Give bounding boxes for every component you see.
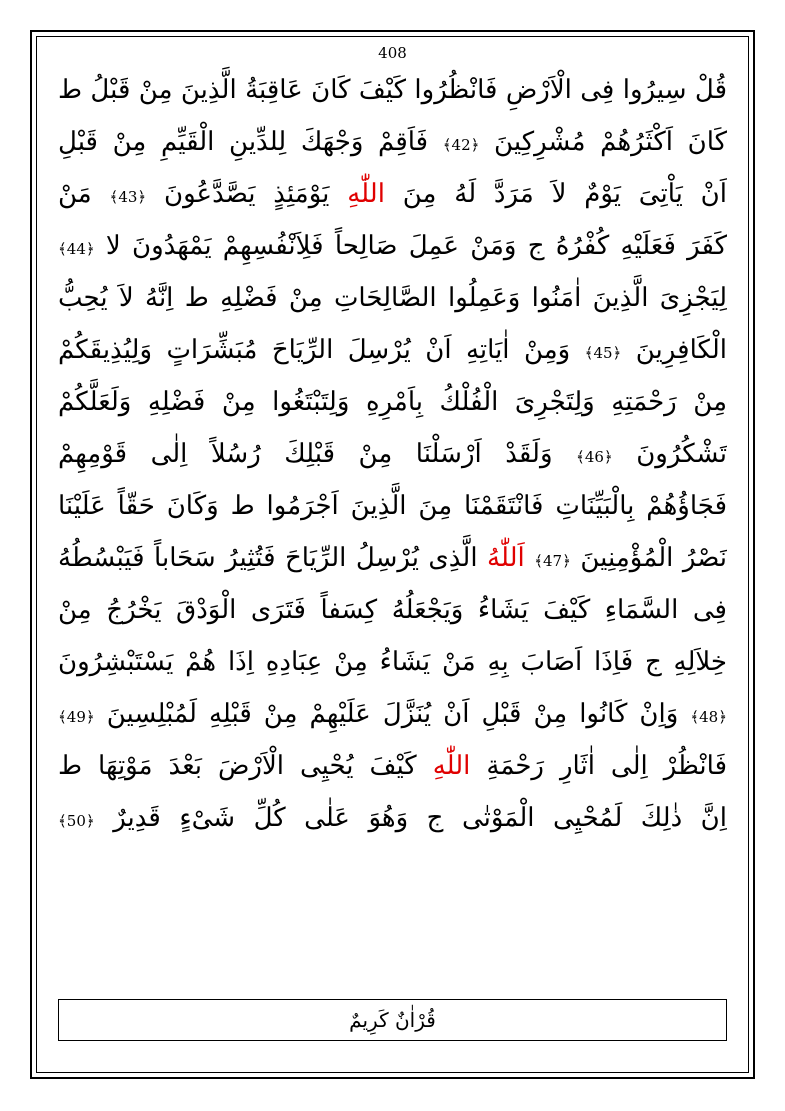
footer-title: قُرْاٰنٌ كَرِيمٌ xyxy=(349,1008,436,1032)
divine-name: اَللّٰهُ xyxy=(487,543,525,573)
verse-number: ﴿45﴾ xyxy=(584,344,622,362)
text-segment: الَّذِى يُرْسِلُ الرِّيَاحَ فَتُثِيرُ سَحَاباً فَيَبْسُطُهُ xyxy=(58,543,488,573)
verse-number: ﴿42﴾ xyxy=(442,136,480,154)
text-line xyxy=(58,740,727,792)
text-body xyxy=(58,64,727,844)
text-segment: فِى السَّمَاءِ كَيْفَ يَشَاءُ وَيَجْعَلُهُ كِسَفاً فَتَرَى الْوَدْقَ يَخْرُجُ مِنْ xyxy=(58,595,727,625)
text-segment: كَفَرَ فَعَلَيْهِ كُفْرُهُ ج وَمَنْ عَمِلَ صَالِحاً فَلِاَنْفُسِهِمْ يَمْهَدُونَ لا xyxy=(94,231,727,261)
text-line xyxy=(58,272,727,324)
text-segment: لِيَجْزِىَ الَّذِينَ اٰمَنُوا وَعَمِلُوا الصَّالِحَاتِ مِنْ فَضْلِهِ ط اِنَّهُ لاَ يُحِبُّ xyxy=(58,283,727,313)
verse-number: ﴿43﴾ xyxy=(109,188,147,206)
divine-name: اللّٰهِ xyxy=(432,751,471,781)
verse-number: ﴿46﴾ xyxy=(576,448,613,466)
text-line xyxy=(58,428,727,480)
text-segment: وَمِنْ اٰيَاتِهِ اَنْ يُرْسِلَ الرِّيَاحَ مُبَشِّرَاتٍ وَلِيُذِيقَكُمْ xyxy=(58,335,585,365)
text-segment: فَانْظُرْ اِلٰى اٰثَارِ رَحْمَةِ xyxy=(470,751,727,781)
text-segment: الْكَافِرِينَ xyxy=(621,335,727,365)
text-segment: وَلَقَدْ اَرْسَلْنَا مِنْ قَبْلِكَ رُسُلاً اِلٰى قَوْمِهِمْ xyxy=(58,439,577,469)
text-segment: فَاَقِمْ وَجْهَكَ لِلدِّينِ الْقَيِّمِ مِنْ قَبْلِ xyxy=(58,127,443,157)
text-segment: مَنْ xyxy=(58,179,110,209)
text-line xyxy=(58,324,727,376)
text-segment: قُلْ سِيرُوا فِى الْاَرْضِ فَانْظُرُوا كَيْفَ كَانَ عَاقِبَةُ الَّذِينَ مِنْ قَبْلُ ط xyxy=(58,75,727,105)
text-line xyxy=(58,792,727,844)
footer-box xyxy=(58,999,727,1041)
text-line xyxy=(58,220,727,272)
verse-number: ﴿44﴾ xyxy=(58,240,95,258)
text-segment: اَنْ يَاْتِىَ يَوْمٌ لاَ مَرَدَّ لَهُ مِنَ xyxy=(384,179,727,209)
text-line xyxy=(58,688,727,740)
text-segment: تَشْكُرُونَ xyxy=(612,439,727,469)
text-segment: خِلاَلِهِ ج فَاِذَا اَصَابَ بِهِ مَنْ يَشَاءُ مِنْ عِبَادِهِ اِذَا هُمْ يَسْتَبْشِرُونَ xyxy=(58,647,727,677)
verse-number: ﴿50﴾ xyxy=(58,812,95,830)
text-segment: كَانَ اَكْثَرُهُمْ مُشْرِكِينَ xyxy=(479,127,727,157)
text-line xyxy=(58,116,727,168)
text-segment: وَاِنْ كَانُوا مِنْ قَبْلِ اَنْ يُنَزَّلَ عَلَيْهِمْ مِنْ قَبْلِهِ لَمُبْلِسِينَ xyxy=(94,699,691,729)
text-line xyxy=(58,376,727,428)
text-segment: مِنْ رَحْمَتِهِ وَلِتَجْرِىَ الْفُلْكُ بِاَمْرِهِ وَلِتَبْتَغُوا مِنْ فَضْلِهِ وَلَعَلَّكُمْ xyxy=(58,387,727,417)
text-segment: اِنَّ ذٰلِكَ لَمُحْيِى الْمَوْتٰى ج وَهُوَ عَلٰى كُلِّ شَىْءٍ قَدِيرٌ xyxy=(94,803,727,833)
text-line xyxy=(58,584,727,636)
verse-number: ﴿49﴾ xyxy=(58,708,95,726)
verse-number: ﴿48﴾ xyxy=(690,708,727,726)
text-segment: نَصْرُ الْمُؤْمِنِينَ xyxy=(570,543,727,573)
text-segment: فَجَاؤُهُمْ بِالْبَيِّنَاتِ فَانْتَقَمْنَا مِنَ الَّذِينَ اَجْرَمُوا ط وَكَانَ حَقّاً عَلَيْنَا xyxy=(58,491,727,521)
text-line xyxy=(58,532,727,584)
text-line xyxy=(58,636,727,688)
text-line xyxy=(58,168,727,220)
text-segment: يَوْمَئِذٍ يَصَّدَّعُونَ xyxy=(146,179,348,209)
page-number: 408 xyxy=(378,44,407,62)
divine-name: اللّٰهِ xyxy=(347,179,385,209)
verse-number: ﴿47﴾ xyxy=(534,552,571,570)
text-segment xyxy=(525,543,534,573)
text-line xyxy=(58,64,727,116)
text-segment: كَيْفَ يُحْيِى الْاَرْضَ بَعْدَ مَوْتِهَا ط xyxy=(58,751,433,781)
text-line xyxy=(58,480,727,532)
